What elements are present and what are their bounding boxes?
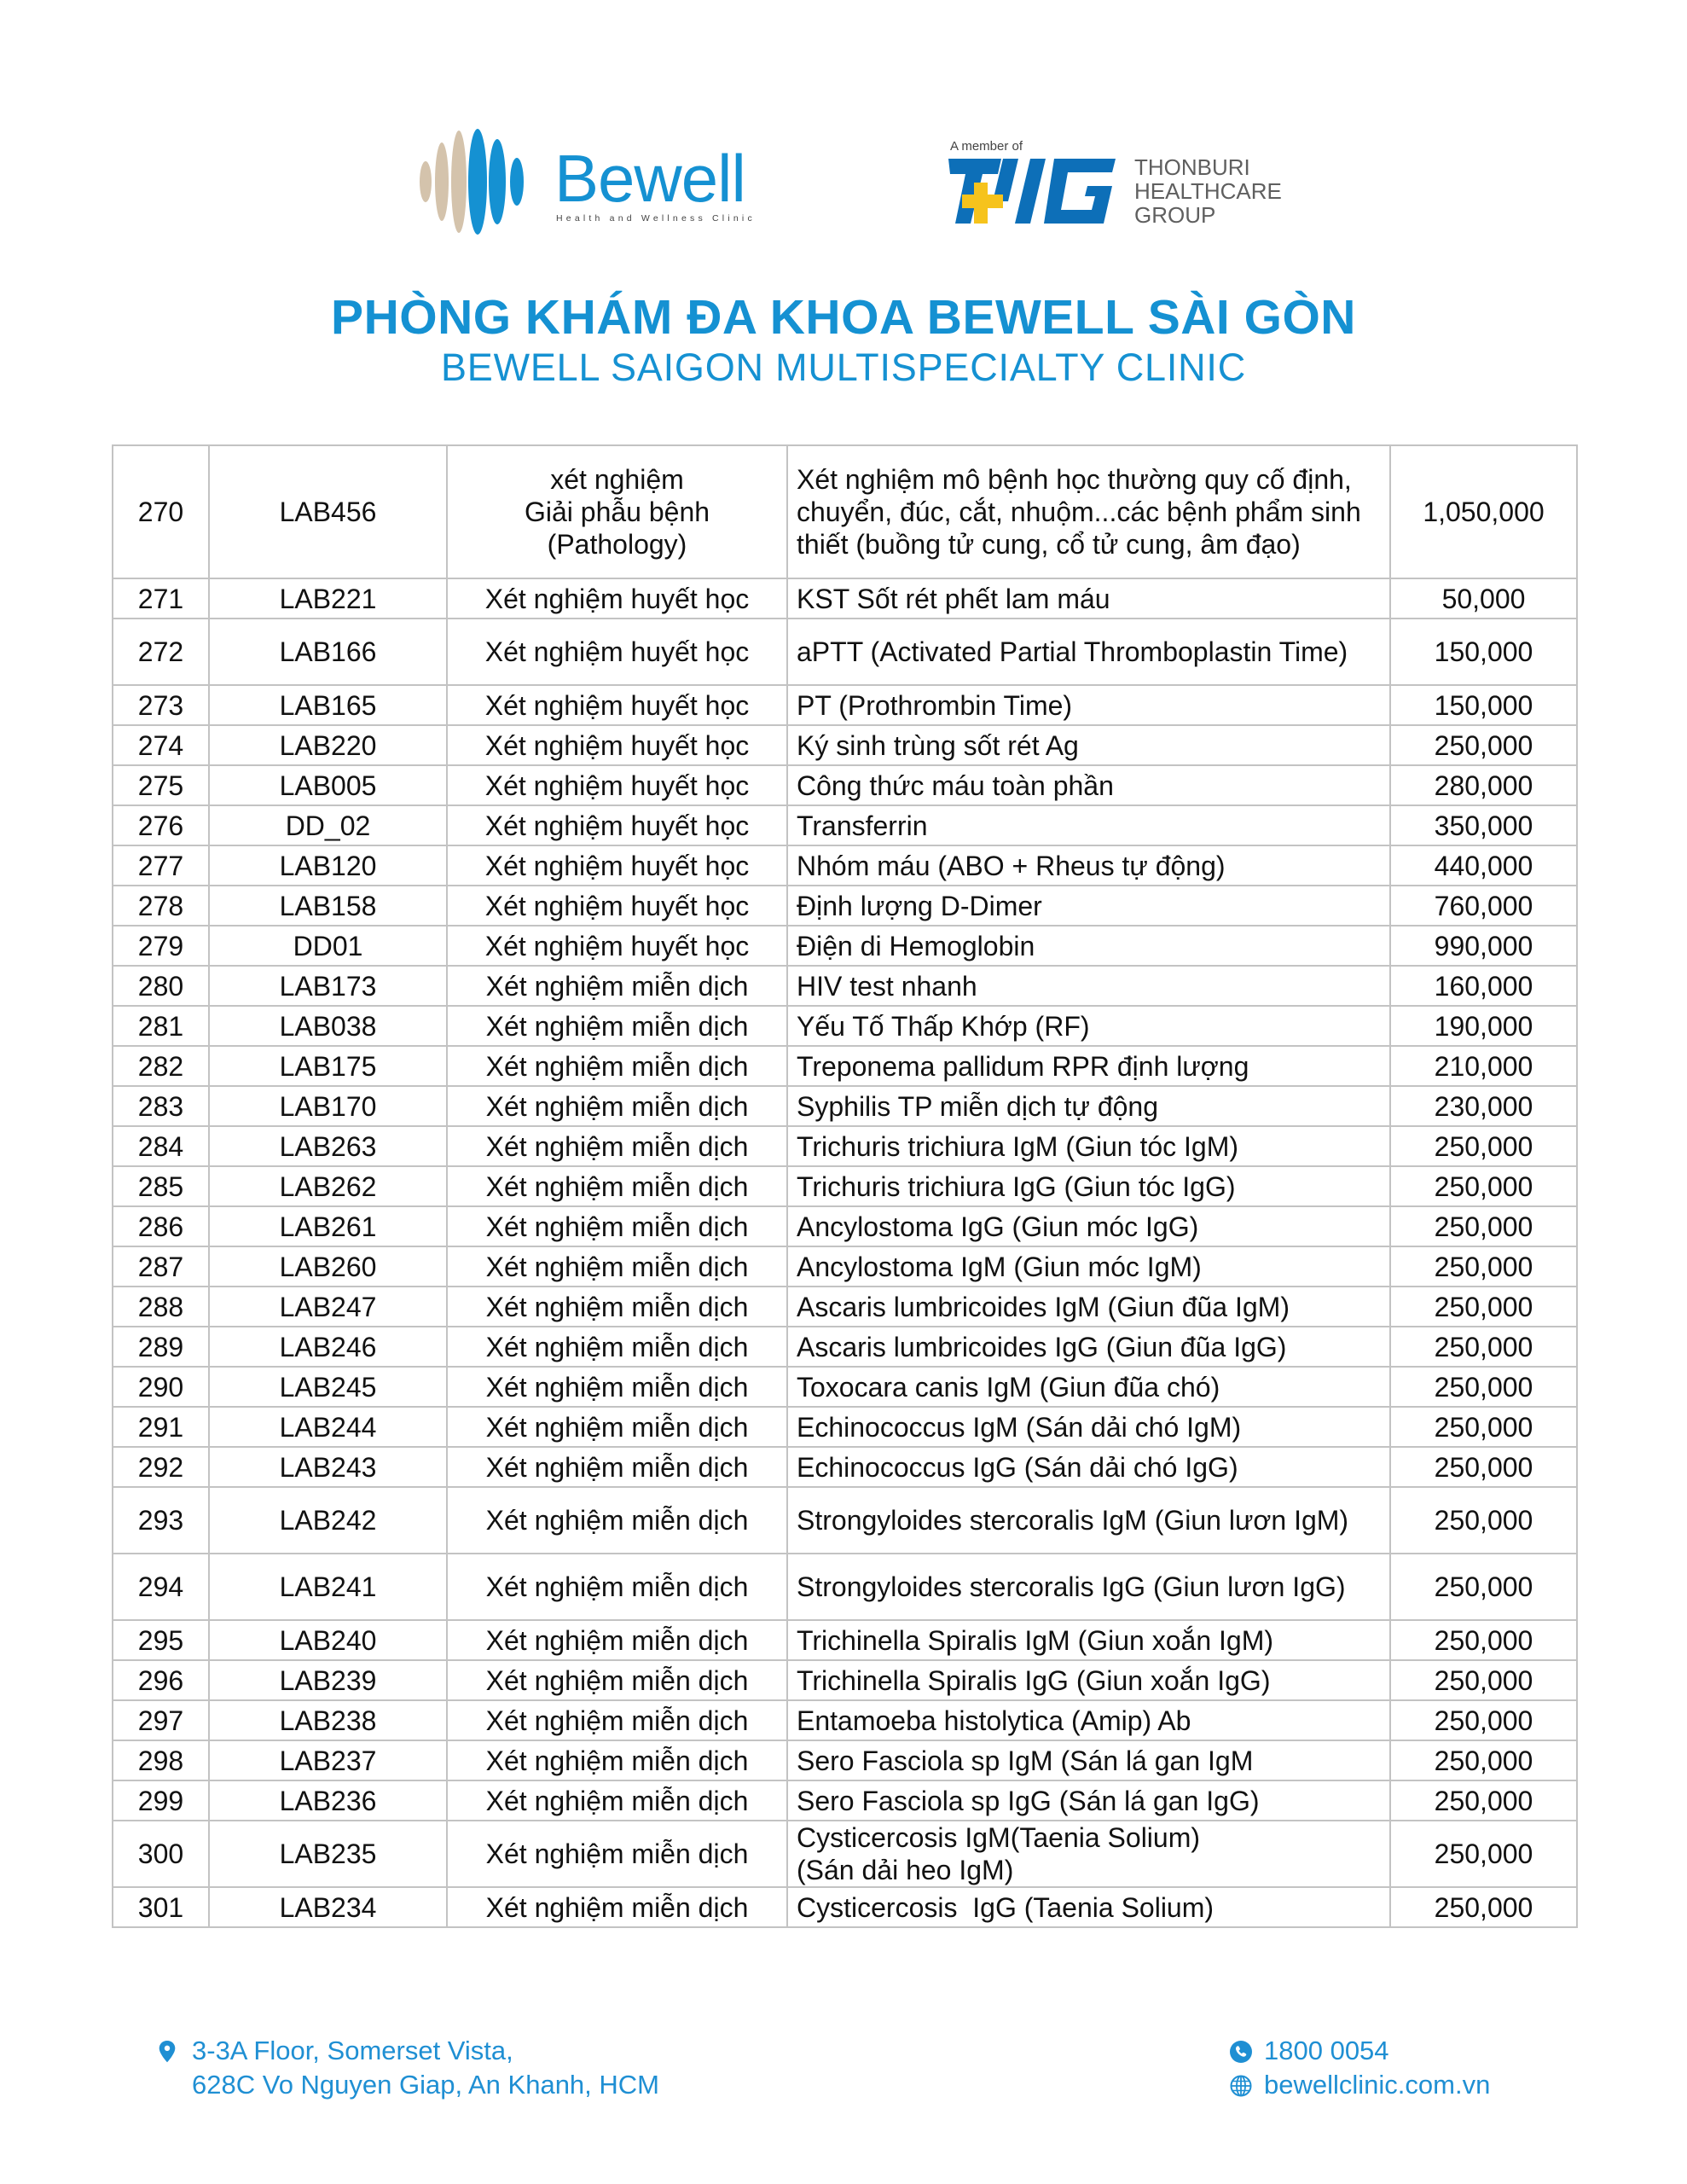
service-category: Xét nghiệm huyết học xyxy=(447,845,787,886)
service-category: Xét nghiệm miễn dịch xyxy=(447,1126,787,1166)
service-price: 250,000 xyxy=(1390,1620,1577,1660)
service-category: Xét nghiệm miễn dịch xyxy=(447,1554,787,1620)
service-description: PT (Prothrombin Time) xyxy=(787,685,1390,725)
service-description: aPTT (Activated Partial Thromboplastin Time) xyxy=(787,619,1390,685)
service-description: Ascaris lumbricoides IgM (Giun đũa IgM) xyxy=(787,1287,1390,1327)
service-category: Xét nghiệm miễn dịch xyxy=(447,1246,787,1287)
service-description: Transferrin xyxy=(787,805,1390,845)
table-row xyxy=(113,685,1577,725)
row-number: 270 xyxy=(113,445,209,578)
service-code: LAB456 xyxy=(209,445,447,578)
service-description: Echinococcus IgG (Sán dải chó IgG) xyxy=(787,1447,1390,1487)
service-code: LAB262 xyxy=(209,1166,447,1206)
row-number: 281 xyxy=(113,1006,209,1046)
service-description: Công thức máu toàn phần xyxy=(787,765,1390,805)
service-code: LAB173 xyxy=(209,966,447,1006)
service-price: 280,000 xyxy=(1390,765,1577,805)
row-number: 279 xyxy=(113,926,209,966)
service-category: Xét nghiệm huyết học xyxy=(447,805,787,845)
address-line-2: 628C Vo Nguyen Giap, An Khanh, HCM xyxy=(192,2070,659,2100)
service-code: LAB260 xyxy=(209,1246,447,1287)
service-code: LAB175 xyxy=(209,1046,447,1086)
service-description: Xét nghiệm mô bệnh học thường quy cố định, chuyển, đúc, cắt, nhuộm...các bệnh phẩm sinh thiết (buồng tử cung, cổ tử cung, âm đạo) xyxy=(787,445,1390,578)
service-category: Xét nghiệm miễn dịch xyxy=(447,1620,787,1660)
service-price: 230,000 xyxy=(1390,1086,1577,1126)
phone-icon xyxy=(1230,2041,1252,2063)
service-category: Xét nghiệm miễn dịch xyxy=(447,1780,787,1821)
table-row xyxy=(113,1407,1577,1447)
service-description: Ký sinh trùng sốt rét Ag xyxy=(787,725,1390,765)
service-description: Strongyloides stercoralis IgG (Giun lươn IgG) xyxy=(787,1554,1390,1620)
service-description: KST Sốt rét phết lam máu xyxy=(787,578,1390,619)
service-code: LAB243 xyxy=(209,1447,447,1487)
service-price: 250,000 xyxy=(1390,1887,1577,1927)
row-number: 278 xyxy=(113,886,209,926)
service-description: Trichinella Spiralis IgM (Giun xoắn IgM) xyxy=(787,1620,1390,1660)
table-row xyxy=(113,845,1577,886)
table-row xyxy=(113,1287,1577,1327)
service-description: Ancylostoma IgG (Giun móc IgG) xyxy=(787,1206,1390,1246)
service-category: Xét nghiệm huyết học xyxy=(447,725,787,765)
table-row xyxy=(113,765,1577,805)
row-number: 289 xyxy=(113,1327,209,1367)
table-row xyxy=(113,1327,1577,1367)
row-number: 295 xyxy=(113,1620,209,1660)
service-category: Xét nghiệm miễn dịch xyxy=(447,1887,787,1927)
service-code: LAB247 xyxy=(209,1287,447,1327)
table-row xyxy=(113,1554,1577,1620)
table-row xyxy=(113,1206,1577,1246)
service-description: Trichuris trichiura IgG (Giun tóc IgG) xyxy=(787,1166,1390,1206)
row-number: 273 xyxy=(113,685,209,725)
service-description: Trichinella Spiralis IgG (Giun xoắn IgG) xyxy=(787,1660,1390,1700)
table-row xyxy=(113,1821,1577,1887)
service-code: LAB234 xyxy=(209,1887,447,1927)
service-price: 160,000 xyxy=(1390,966,1577,1006)
row-number: 285 xyxy=(113,1166,209,1206)
service-price: 250,000 xyxy=(1390,1700,1577,1740)
service-category: Xét nghiệm huyết học xyxy=(447,685,787,725)
service-description: Syphilis TP miễn dịch tự động xyxy=(787,1086,1390,1126)
service-code: LAB221 xyxy=(209,578,447,619)
price-list-table xyxy=(112,444,1578,1928)
service-code: LAB238 xyxy=(209,1700,447,1740)
globe-icon xyxy=(1230,2075,1252,2097)
service-description: Entamoeba histolytica (Amip) Ab xyxy=(787,1700,1390,1740)
service-code: LAB237 xyxy=(209,1740,447,1780)
service-code: LAB038 xyxy=(209,1006,447,1046)
service-description: Sero Fasciola sp IgG (Sán lá gan IgG) xyxy=(787,1780,1390,1821)
page-title-english: BEWELL SAIGON MULTISPECIALTY CLINIC xyxy=(440,346,1247,389)
table-row xyxy=(113,1126,1577,1166)
service-description: Toxocara canis IgM (Giun đũa chó) xyxy=(787,1367,1390,1407)
website-url: bewellclinic.com.vn xyxy=(1264,2070,1491,2100)
footer-address xyxy=(156,2034,659,2102)
row-number: 292 xyxy=(113,1447,209,1487)
table-row xyxy=(113,886,1577,926)
thg-group-name: THONBURI HEALTHCARE GROUP xyxy=(1134,154,1282,228)
service-price: 440,000 xyxy=(1390,845,1577,886)
thg-cross-mark-icon xyxy=(948,159,1116,224)
service-price: 250,000 xyxy=(1390,1367,1577,1407)
table-row xyxy=(113,1367,1577,1407)
service-price: 250,000 xyxy=(1390,1287,1577,1327)
service-price: 210,000 xyxy=(1390,1046,1577,1086)
row-number: 284 xyxy=(113,1126,209,1166)
row-number: 298 xyxy=(113,1740,209,1780)
row-number: 286 xyxy=(113,1206,209,1246)
service-code: LAB246 xyxy=(209,1327,447,1367)
row-number: 272 xyxy=(113,619,209,685)
service-price: 190,000 xyxy=(1390,1006,1577,1046)
service-category: Xét nghiệm miễn dịch xyxy=(447,1700,787,1740)
service-category: Xét nghiệm huyết học xyxy=(447,578,787,619)
row-number: 280 xyxy=(113,966,209,1006)
service-price: 250,000 xyxy=(1390,1554,1577,1620)
service-price: 990,000 xyxy=(1390,926,1577,966)
service-description: Điện di Hemoglobin xyxy=(787,926,1390,966)
service-price: 250,000 xyxy=(1390,1740,1577,1780)
table-row xyxy=(113,1887,1577,1927)
row-number: 297 xyxy=(113,1700,209,1740)
service-code: DD01 xyxy=(209,926,447,966)
service-code: LAB241 xyxy=(209,1554,447,1620)
service-category: Xét nghiệm huyết học xyxy=(447,619,787,685)
service-price: 250,000 xyxy=(1390,1447,1577,1487)
service-description: Ascaris lumbricoides IgG (Giun đũa IgG) xyxy=(787,1327,1390,1367)
member-of-label: A member of xyxy=(950,139,1023,154)
footer-contact xyxy=(1230,2034,1490,2102)
row-number: 277 xyxy=(113,845,209,886)
table-row xyxy=(113,1246,1577,1287)
table-row xyxy=(113,1166,1577,1206)
phone-number: 1800 0054 xyxy=(1264,2036,1389,2065)
service-price: 250,000 xyxy=(1390,1166,1577,1206)
table-row xyxy=(113,1006,1577,1046)
service-category: Xét nghiệm miễn dịch xyxy=(447,1660,787,1700)
service-category: Xét nghiệm miễn dịch xyxy=(447,1006,787,1046)
service-code: LAB005 xyxy=(209,765,447,805)
service-description: Nhóm máu (ABO + Rheus tự động) xyxy=(787,845,1390,886)
service-category: Xét nghiệm huyết học xyxy=(447,765,787,805)
service-price: 250,000 xyxy=(1390,1780,1577,1821)
table-row xyxy=(113,1086,1577,1126)
service-description: Định lượng D-Dimer xyxy=(787,886,1390,926)
service-code: LAB220 xyxy=(209,725,447,765)
row-number: 301 xyxy=(113,1887,209,1927)
service-category: Xét nghiệm miễn dịch xyxy=(447,1166,787,1206)
service-code: LAB239 xyxy=(209,1660,447,1700)
row-number: 288 xyxy=(113,1287,209,1327)
service-category: Xét nghiệm miễn dịch xyxy=(447,1206,787,1246)
service-description: Ancylostoma IgM (Giun móc IgM) xyxy=(787,1246,1390,1287)
service-price: 250,000 xyxy=(1390,1206,1577,1246)
bewell-wordmark: Bewell xyxy=(554,141,745,216)
row-number: 283 xyxy=(113,1086,209,1126)
service-category: Xét nghiệm miễn dịch xyxy=(447,1407,787,1447)
row-number: 291 xyxy=(113,1407,209,1447)
service-code: DD_02 xyxy=(209,805,447,845)
service-price: 150,000 xyxy=(1390,619,1577,685)
service-price: 250,000 xyxy=(1390,725,1577,765)
service-price: 250,000 xyxy=(1390,1407,1577,1447)
bewell-tagline: Health and Wellness Clinic xyxy=(556,213,756,224)
service-code: LAB235 xyxy=(209,1821,447,1887)
table-row xyxy=(113,1620,1577,1660)
row-number: 296 xyxy=(113,1660,209,1700)
location-pin-icon xyxy=(158,2037,177,2063)
service-category: Xét nghiệm miễn dịch xyxy=(447,1046,787,1086)
table-row xyxy=(113,805,1577,845)
service-category: Xét nghiệm huyết học xyxy=(447,926,787,966)
row-number: 294 xyxy=(113,1554,209,1620)
service-category: Xét nghiệm miễn dịch xyxy=(447,1287,787,1327)
service-code: LAB165 xyxy=(209,685,447,725)
table-row xyxy=(113,1447,1577,1487)
table-row xyxy=(113,1487,1577,1554)
page-title-vietnamese: PHÒNG KHÁM ĐA KHOA BEWELL SÀI GÒN xyxy=(331,290,1356,345)
service-description: Cysticercosis IgM(Taenia Solium) (Sán dải heo IgM) xyxy=(787,1821,1390,1887)
table-row xyxy=(113,926,1577,966)
service-category: Xét nghiệm miễn dịch xyxy=(447,1367,787,1407)
service-category: Xét nghiệm miễn dịch xyxy=(447,1821,787,1887)
service-code: LAB166 xyxy=(209,619,447,685)
service-category: Xét nghiệm miễn dịch xyxy=(447,1447,787,1487)
service-description: Yếu Tố Thấp Khớp (RF) xyxy=(787,1006,1390,1046)
address-line-1: 3-3A Floor, Somerset Vista, xyxy=(192,2036,513,2065)
service-price: 760,000 xyxy=(1390,886,1577,926)
row-number: 299 xyxy=(113,1780,209,1821)
service-price: 350,000 xyxy=(1390,805,1577,845)
service-code: LAB170 xyxy=(209,1086,447,1126)
service-price: 250,000 xyxy=(1390,1487,1577,1554)
phone-link[interactable] xyxy=(1230,2034,1490,2068)
table-row xyxy=(113,1700,1577,1740)
service-category: Xét nghiệm huyết học xyxy=(447,886,787,926)
table-row xyxy=(113,619,1577,685)
service-description: Treponema pallidum RPR định lượng xyxy=(787,1046,1390,1086)
table-row xyxy=(113,1780,1577,1821)
service-code: LAB244 xyxy=(209,1407,447,1447)
service-price: 250,000 xyxy=(1390,1126,1577,1166)
row-number: 276 xyxy=(113,805,209,845)
service-category: Xét nghiệm miễn dịch xyxy=(447,966,787,1006)
table-row xyxy=(113,1660,1577,1700)
row-number: 274 xyxy=(113,725,209,765)
service-price: 50,000 xyxy=(1390,578,1577,619)
service-description: Sero Fasciola sp IgM (Sán lá gan IgM xyxy=(787,1740,1390,1780)
row-number: 300 xyxy=(113,1821,209,1887)
thg-logo xyxy=(948,136,1290,230)
row-number: 271 xyxy=(113,578,209,619)
service-price: 250,000 xyxy=(1390,1246,1577,1287)
row-number: 282 xyxy=(113,1046,209,1086)
service-code: LAB240 xyxy=(209,1620,447,1660)
service-description: Strongyloides stercoralis IgM (Giun lươn IgM) xyxy=(787,1487,1390,1554)
service-price: 1,050,000 xyxy=(1390,445,1577,578)
service-category: Xét nghiệm miễn dịch xyxy=(447,1086,787,1126)
website-link[interactable] xyxy=(1230,2068,1490,2102)
table-row xyxy=(113,578,1577,619)
service-code: LAB245 xyxy=(209,1367,447,1407)
service-description: HIV test nhanh xyxy=(787,966,1390,1006)
service-code: LAB236 xyxy=(209,1780,447,1821)
table-row xyxy=(113,725,1577,765)
service-price: 150,000 xyxy=(1390,685,1577,725)
table-row xyxy=(113,966,1577,1006)
service-code: LAB261 xyxy=(209,1206,447,1246)
service-code: LAB158 xyxy=(209,886,447,926)
service-code: LAB242 xyxy=(209,1487,447,1554)
service-category: Xét nghiệm miễn dịch xyxy=(447,1487,787,1554)
service-price: 250,000 xyxy=(1390,1821,1577,1887)
service-code: LAB263 xyxy=(209,1126,447,1166)
service-price: 250,000 xyxy=(1390,1660,1577,1700)
row-number: 293 xyxy=(113,1487,209,1554)
service-description: Cysticercosis IgG (Taenia Solium) xyxy=(787,1887,1390,1927)
service-description: Trichuris trichiura IgM (Giun tóc IgM) xyxy=(787,1126,1390,1166)
row-number: 287 xyxy=(113,1246,209,1287)
table-row xyxy=(113,445,1577,578)
service-price: 250,000 xyxy=(1390,1327,1577,1367)
row-number: 290 xyxy=(113,1367,209,1407)
service-category: Xét nghiệm miễn dịch xyxy=(447,1740,787,1780)
service-description: Echinococcus IgM (Sán dải chó IgM) xyxy=(787,1407,1390,1447)
bewell-logo xyxy=(418,128,776,239)
table-row xyxy=(113,1046,1577,1086)
table-row xyxy=(113,1740,1577,1780)
service-code: LAB120 xyxy=(209,845,447,886)
service-category: xét nghiệm Giải phẫu bệnh (Pathology) xyxy=(447,445,787,578)
bewell-wave-mark-icon xyxy=(418,128,529,235)
service-category: Xét nghiệm miễn dịch xyxy=(447,1327,787,1367)
row-number: 275 xyxy=(113,765,209,805)
